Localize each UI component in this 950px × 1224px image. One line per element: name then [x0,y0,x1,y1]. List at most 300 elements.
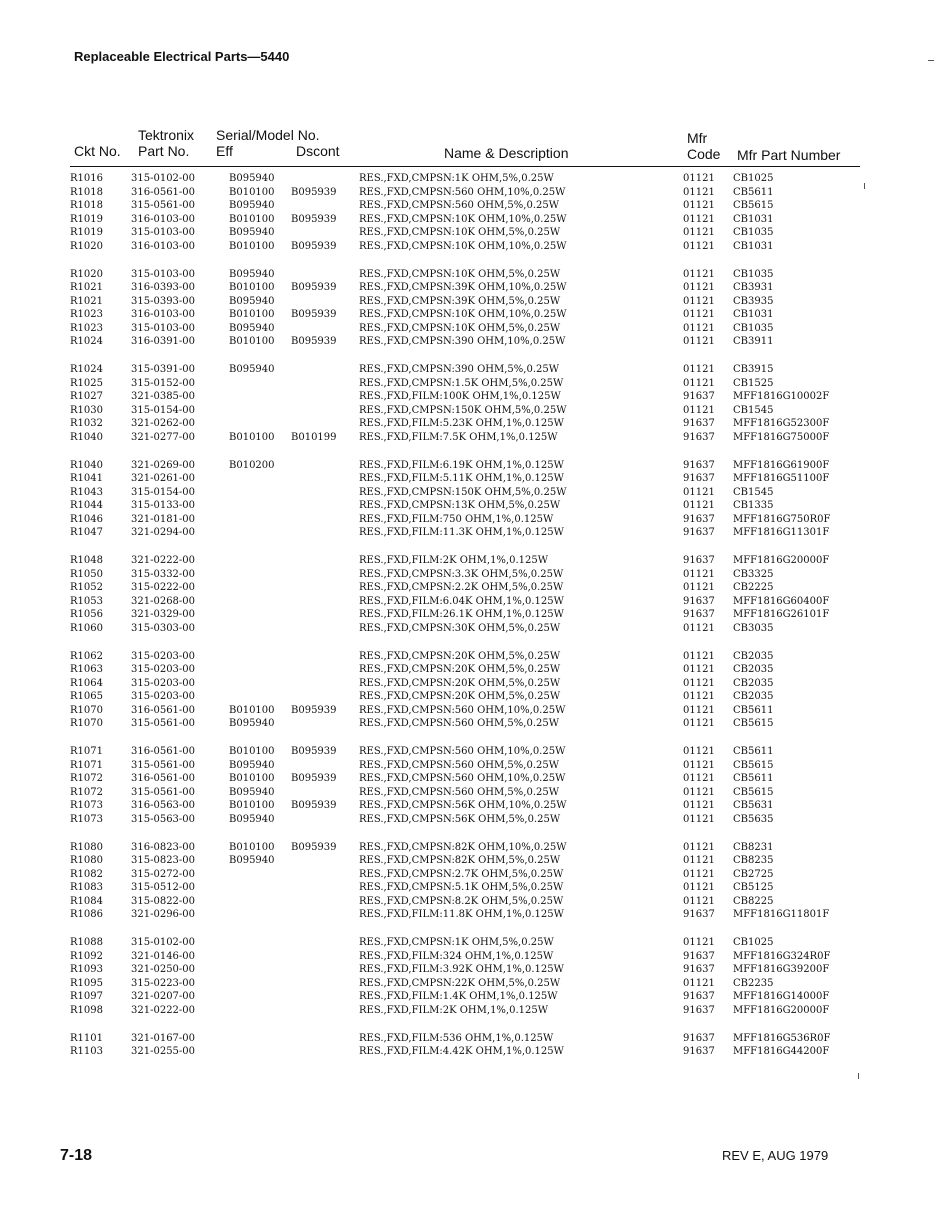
table-row [0,213,950,227]
cell-name-description: RES.,FXD,CMPSN:390 OHM,5%,0.25W [359,364,559,375]
cell-serial-eff: B010100 [229,213,275,225]
cell-serial-eff: B095940 [229,364,275,375]
cell-mfr-part-number: CB5611 [733,186,774,198]
cell-mfr-code: 01121 [683,977,715,989]
cell-name-description: RES.,FXD,CMPSN:13K OHM,5%,0.25W [359,500,561,511]
table-row [0,813,950,827]
table-row [0,595,950,609]
cell-name-description: RES.,FXD,CMPSN:20K OHM,5%,0.25W [359,691,561,702]
cell-tektronix-part-no: 315-0332-00 [131,568,196,580]
cell-mfr-part-number: CB8235 [733,855,774,866]
table-row [0,390,950,404]
table-row [0,690,950,704]
cell-tektronix-part-no: 321-0261-00 [131,473,196,484]
col-eff: Eff [216,143,233,159]
cell-tektronix-part-no: 316-0393-00 [131,282,196,293]
cell-serial-eff: B010100 [229,282,275,293]
cell-mfr-part-number: CB3325 [733,568,774,580]
cell-mfr-code: 01121 [683,309,715,320]
cell-mfr-code: 91637 [683,473,715,484]
cell-name-description: RES.,FXD,CMPSN:560 OHM,10%,0.25W [359,704,566,716]
cell-tektronix-part-no: 315-0222-00 [131,582,196,593]
cell-ckt-no: R1064 [70,677,103,689]
cell-serial-eff: B010100 [229,240,275,252]
cell-mfr-part-number: CB3911 [733,336,774,347]
cell-mfr-code: 01121 [683,691,715,702]
cell-mfr-code: 01121 [683,855,715,866]
margin-tick-mark [928,60,934,61]
cell-tektronix-part-no: 315-0203-00 [131,677,196,689]
cell-ckt-no: R1024 [70,336,103,347]
cell-mfr-code: 01121 [683,786,715,798]
cell-tektronix-part-no: 316-0561-00 [131,773,196,784]
cell-mfr-part-number: CB1031 [733,213,774,225]
table-row [0,186,950,200]
cell-tektronix-part-no: 315-0203-00 [131,650,196,662]
cell-name-description: RES.,FXD,CMPSN:150K OHM,5%,0.25W [359,404,567,416]
col-tektronix-label: Tektronix [138,127,195,143]
table-row [0,881,950,895]
table-row [0,335,950,349]
cell-mfr-code: 01121 [683,295,715,307]
header-rule [70,166,860,167]
cell-tektronix-part-no: 316-0823-00 [131,841,196,853]
cell-ckt-no: R1103 [70,1046,103,1057]
cell-serial-dscont: B095939 [291,213,337,225]
cell-mfr-part-number: CB8231 [733,841,774,853]
cell-ckt-no: R1062 [70,650,103,662]
cell-tektronix-part-no: 316-0103-00 [131,213,196,225]
cell-name-description: RES.,FXD,CMPSN:2.2K OHM,5%,0.25W [359,582,564,593]
cell-name-description: RES.,FXD,FILM:1.4K OHM,1%,0.125W [359,991,558,1002]
parts-table [0,172,950,1073]
cell-ckt-no: R1040 [70,431,103,443]
cell-mfr-code: 01121 [683,404,715,416]
cell-tektronix-part-no: 321-0294-00 [131,527,196,538]
cell-tektronix-part-no: 321-0268-00 [131,595,196,607]
cell-name-description: RES.,FXD,CMPSN:1K OHM,5%,0.25W [359,173,554,184]
table-row [0,717,950,731]
cell-mfr-part-number: MFF1816G52300F [733,418,830,429]
cell-serial-dscont: B095939 [291,773,337,784]
cell-mfr-code: 01121 [683,582,715,593]
cell-serial-eff: B095940 [229,200,275,211]
cell-mfr-code: 01121 [683,622,715,634]
table-row [0,417,950,431]
cell-tektronix-part-no: 315-0133-00 [131,500,196,511]
cell-name-description: RES.,FXD,FILM:26.1K OHM,1%,0.125W [359,609,564,620]
cell-mfr-part-number: CB5615 [733,200,774,211]
cell-mfr-code: 91637 [683,609,715,620]
cell-mfr-part-number: CB1035 [733,322,774,334]
cell-tektronix-part-no: 321-0222-00 [131,555,196,566]
margin-tick-mark [858,1073,859,1079]
row-group [0,650,950,731]
cell-name-description: RES.,FXD,CMPSN:560 OHM,5%,0.25W [359,718,559,729]
cell-mfr-code: 91637 [683,909,715,920]
cell-mfr-part-number: MFF1816G75000F [733,431,830,443]
cell-tektronix-part-no: 315-0223-00 [131,977,196,989]
cell-ckt-no: R1024 [70,364,103,375]
table-row [0,281,950,295]
cell-tektronix-part-no: 321-0167-00 [131,1032,196,1044]
cell-mfr-part-number: MFF1816G14000F [733,991,830,1002]
cell-name-description: RES.,FXD,CMPSN:390 OHM,10%,0.25W [359,336,566,347]
cell-mfr-code: 01121 [683,800,715,811]
cell-tektronix-part-no: 315-0272-00 [131,868,196,880]
table-row [0,472,950,486]
cell-mfr-code: 01121 [683,568,715,580]
cell-name-description: RES.,FXD,CMPSN:56K OHM,5%,0.25W [359,813,561,825]
table-row [0,499,950,513]
cell-tektronix-part-no: 315-0561-00 [131,759,196,771]
cell-tektronix-part-no: 321-0207-00 [131,991,196,1002]
cell-ckt-no: R1084 [70,895,103,907]
cell-tektronix-part-no: 316-0391-00 [131,336,196,347]
cell-mfr-part-number: CB1525 [733,377,774,389]
cell-tektronix-part-no: 321-0222-00 [131,1004,196,1016]
cell-name-description: RES.,FXD,FILM:5.23K OHM,1%,0.125W [359,418,564,429]
cell-mfr-part-number: CB1025 [733,173,774,184]
table-row [0,268,950,282]
cell-name-description: RES.,FXD,FILM:11.3K OHM,1%,0.125W [359,527,564,538]
cell-ckt-no: R1097 [70,991,103,1002]
cell-mfr-code: 01121 [683,868,715,880]
cell-ckt-no: R1032 [70,418,103,429]
cell-tektronix-part-no: 316-0561-00 [131,186,196,198]
cell-serial-eff: B095940 [229,322,275,334]
cell-serial-eff: B095940 [229,268,275,280]
cell-mfr-code: 01121 [683,650,715,662]
cell-mfr-code: 01121 [683,759,715,771]
cell-name-description: RES.,FXD,FILM:324 OHM,1%,0.125W [359,950,554,962]
cell-tektronix-part-no: 315-0561-00 [131,718,196,729]
col-name-description: Name & Description [444,145,569,161]
cell-mfr-part-number: CB2235 [733,977,774,989]
table-row [0,1045,950,1059]
cell-name-description: RES.,FXD,FILM:2K OHM,1%,0.125W [359,1004,549,1016]
table-row [0,650,950,664]
col-part-no: Part No. [138,143,190,159]
cell-tektronix-part-no: 316-0103-00 [131,309,196,320]
table-row [0,240,950,254]
cell-ckt-no: R1098 [70,1004,103,1016]
cell-mfr-code: 91637 [683,431,715,443]
cell-ckt-no: R1044 [70,500,103,511]
cell-mfr-code: 91637 [683,391,715,402]
cell-mfr-code: 01121 [683,173,715,184]
cell-serial-eff: B010100 [229,841,275,853]
table-row [0,786,950,800]
cell-ckt-no: R1101 [70,1032,103,1044]
cell-ckt-no: R1018 [70,186,103,198]
cell-tektronix-part-no: 315-0561-00 [131,786,196,798]
cell-ckt-no: R1073 [70,800,103,811]
table-row [0,895,950,909]
cell-mfr-part-number: CB8225 [733,895,774,907]
table-row [0,404,950,418]
cell-mfr-part-number: MFF1816G20000F [733,555,830,566]
cell-mfr-code: 91637 [683,1004,715,1016]
col-mfr-label: Mfr [687,130,708,146]
cell-tektronix-part-no: 321-0255-00 [131,1046,196,1057]
cell-tektronix-part-no: 321-0269-00 [131,459,196,471]
cell-mfr-code: 01121 [683,882,715,893]
table-row [0,799,950,813]
cell-mfr-code: 01121 [683,268,715,280]
cell-mfr-code: 91637 [683,418,715,429]
table-row [0,1032,950,1046]
cell-name-description: RES.,FXD,CMPSN:20K OHM,5%,0.25W [359,664,561,675]
cell-name-description: RES.,FXD,CMPSN:560 OHM,10%,0.25W [359,186,566,198]
table-row [0,841,950,855]
cell-ckt-no: R1048 [70,555,103,566]
cell-name-description: RES.,FXD,CMPSN:1K OHM,5%,0.25W [359,937,554,948]
cell-mfr-code: 01121 [683,895,715,907]
cell-name-description: RES.,FXD,CMPSN:5.1K OHM,5%,0.25W [359,882,564,893]
table-row [0,295,950,309]
cell-mfr-code: 01121 [683,227,715,238]
cell-name-description: RES.,FXD,CMPSN:1.5K OHM,5%,0.25W [359,377,564,389]
cell-name-description: RES.,FXD,CMPSN:10K OHM,10%,0.25W [359,240,567,252]
cell-ckt-no: R1071 [70,746,103,757]
table-row [0,704,950,718]
cell-ckt-no: R1060 [70,622,103,634]
cell-mfr-part-number: MFF1816G10002F [733,391,830,402]
cell-serial-dscont: B095939 [291,704,337,716]
cell-mfr-code: 01121 [683,841,715,853]
cell-ckt-no: R1080 [70,841,103,853]
cell-tektronix-part-no: 315-0203-00 [131,691,196,702]
cell-mfr-code: 01121 [683,336,715,347]
cell-name-description: RES.,FXD,CMPSN:39K OHM,5%,0.25W [359,295,561,307]
cell-ckt-no: R1021 [70,295,103,307]
cell-mfr-code: 01121 [683,186,715,198]
table-row [0,963,950,977]
cell-ckt-no: R1093 [70,964,103,975]
row-group [0,554,950,635]
cell-mfr-part-number: CB2725 [733,868,774,880]
cell-name-description: RES.,FXD,FILM:7.5K OHM,1%,0.125W [359,431,558,443]
cell-ckt-no: R1019 [70,227,103,238]
table-row [0,608,950,622]
cell-serial-eff: B095940 [229,786,275,798]
cell-ckt-no: R1027 [70,391,103,402]
cell-tektronix-part-no: 321-0296-00 [131,909,196,920]
cell-ckt-no: R1025 [70,377,103,389]
cell-name-description: RES.,FXD,FILM:6.04K OHM,1%,0.125W [359,595,564,607]
row-group [0,172,950,253]
table-row [0,990,950,1004]
cell-ckt-no: R1070 [70,704,103,716]
cell-ckt-no: R1050 [70,568,103,580]
cell-name-description: RES.,FXD,CMPSN:10K OHM,5%,0.25W [359,227,561,238]
cell-mfr-part-number: CB1545 [733,404,774,416]
cell-serial-eff: B010100 [229,800,275,811]
cell-mfr-part-number: MFF1816G324R0F [733,950,831,962]
cell-mfr-code: 01121 [683,813,715,825]
cell-mfr-part-number: MFF1816G60400F [733,595,830,607]
cell-ckt-no: R1047 [70,527,103,538]
cell-ckt-no: R1073 [70,813,103,825]
cell-name-description: RES.,FXD,CMPSN:22K OHM,5%,0.25W [359,977,561,989]
cell-name-description: RES.,FXD,FILM:11.8K OHM,1%,0.125W [359,909,564,920]
cell-serial-eff: B010100 [229,773,275,784]
cell-mfr-code: 01121 [683,664,715,675]
cell-mfr-part-number: CB5611 [733,746,774,757]
cell-ckt-no: R1023 [70,309,103,320]
cell-ckt-no: R1083 [70,882,103,893]
table-row [0,868,950,882]
cell-tektronix-part-no: 315-0154-00 [131,486,196,498]
cell-tektronix-part-no: 315-0102-00 [131,937,196,948]
cell-mfr-part-number: MFF1816G11301F [733,527,830,538]
cell-name-description: RES.,FXD,FILM:100K OHM,1%,0.125W [359,391,561,402]
col-ckt-no: Ckt No. [74,143,121,159]
cell-mfr-part-number: MFF1816G44200F [733,1046,830,1057]
cell-mfr-part-number: CB3935 [733,295,774,307]
cell-tektronix-part-no: 316-0563-00 [131,800,196,811]
cell-mfr-part-number: CB1335 [733,500,774,511]
cell-ckt-no: R1019 [70,213,103,225]
cell-mfr-part-number: CB5611 [733,704,774,716]
cell-tektronix-part-no: 315-0103-00 [131,322,196,334]
cell-mfr-code: 01121 [683,282,715,293]
cell-ckt-no: R1082 [70,868,103,880]
cell-mfr-part-number: CB3035 [733,622,774,634]
cell-name-description: RES.,FXD,CMPSN:8.2K OHM,5%,0.25W [359,895,564,907]
cell-serial-eff: B010100 [229,336,275,347]
cell-name-description: RES.,FXD,CMPSN:82K OHM,5%,0.25W [359,855,561,866]
page-header-title: Replaceable Electrical Parts—5440 [74,49,290,64]
table-row [0,377,950,391]
cell-ckt-no: R1072 [70,773,103,784]
cell-name-description: RES.,FXD,CMPSN:560 OHM,10%,0.25W [359,746,566,757]
cell-ckt-no: R1086 [70,909,103,920]
cell-mfr-part-number: CB5611 [733,773,774,784]
cell-tektronix-part-no: 316-0561-00 [131,746,196,757]
table-row [0,459,950,473]
cell-mfr-code: 01121 [683,704,715,716]
cell-mfr-code: 91637 [683,513,715,525]
cell-tektronix-part-no: 315-0822-00 [131,895,196,907]
cell-name-description: RES.,FXD,CMPSN:560 OHM,5%,0.25W [359,786,559,798]
cell-name-description: RES.,FXD,CMPSN:82K OHM,10%,0.25W [359,841,567,853]
cell-mfr-code: 01121 [683,500,715,511]
cell-mfr-part-number: CB3915 [733,364,774,375]
cell-serial-eff: B095940 [229,813,275,825]
cell-tektronix-part-no: 315-0563-00 [131,813,196,825]
cell-tektronix-part-no: 315-0303-00 [131,622,196,634]
cell-serial-eff: B010100 [229,704,275,716]
cell-mfr-part-number: CB5125 [733,882,774,893]
cell-name-description: RES.,FXD,CMPSN:39K OHM,10%,0.25W [359,282,567,293]
cell-serial-dscont: B095939 [291,336,337,347]
table-row [0,172,950,186]
cell-ckt-no: R1095 [70,977,103,989]
col-mfr-part-number: Mfr Part Number [737,147,841,163]
cell-mfr-part-number: CB5635 [733,813,774,825]
cell-name-description: RES.,FXD,FILM:5.11K OHM,1%,0.125W [359,473,564,484]
cell-ckt-no: R1016 [70,173,103,184]
cell-mfr-part-number: CB2225 [733,582,774,593]
cell-ckt-no: R1071 [70,759,103,771]
cell-serial-dscont: B095939 [291,800,337,811]
col-serial-model: Serial/Model No. [216,127,320,143]
cell-name-description: RES.,FXD,CMPSN:10K OHM,5%,0.25W [359,268,561,280]
cell-tektronix-part-no: 315-0203-00 [131,664,196,675]
table-row [0,677,950,691]
cell-mfr-part-number: CB3931 [733,282,774,293]
cell-mfr-code: 91637 [683,1032,715,1044]
cell-ckt-no: R1056 [70,609,103,620]
cell-mfr-code: 01121 [683,240,715,252]
cell-ckt-no: R1020 [70,268,103,280]
cell-tektronix-part-no: 316-0561-00 [131,704,196,716]
cell-mfr-part-number: MFF1816G750R0F [733,513,831,525]
cell-tektronix-part-no: 321-0277-00 [131,431,196,443]
table-row [0,1004,950,1018]
cell-ckt-no: R1023 [70,322,103,334]
cell-tektronix-part-no: 315-0823-00 [131,855,196,866]
cell-mfr-part-number: MFF1816G26101F [733,609,830,620]
cell-ckt-no: R1070 [70,718,103,729]
cell-ckt-no: R1092 [70,950,103,962]
cell-mfr-code: 01121 [683,364,715,375]
table-row [0,199,950,213]
cell-name-description: RES.,FXD,CMPSN:56K OHM,10%,0.25W [359,800,567,811]
table-row [0,363,950,377]
cell-tektronix-part-no: 315-0152-00 [131,377,196,389]
cell-mfr-code: 01121 [683,677,715,689]
table-row [0,772,950,786]
cell-serial-eff: B095940 [229,718,275,729]
cell-serial-eff: B010100 [229,746,275,757]
table-row [0,431,950,445]
cell-mfr-part-number: CB2035 [733,691,774,702]
cell-mfr-code: 01121 [683,937,715,948]
table-row [0,950,950,964]
cell-tektronix-part-no: 321-0329-00 [131,609,196,620]
cell-serial-eff: B010100 [229,431,275,443]
cell-mfr-code: 91637 [683,527,715,538]
table-row [0,745,950,759]
cell-mfr-code: 01121 [683,486,715,498]
column-headers [0,126,950,166]
table-row [0,908,950,922]
cell-mfr-part-number: MFF1816G51100F [733,473,830,484]
cell-mfr-part-number: CB5615 [733,759,774,771]
cell-ckt-no: R1088 [70,937,103,948]
cell-ckt-no: R1052 [70,582,103,593]
cell-tektronix-part-no: 316-0103-00 [131,240,196,252]
cell-mfr-part-number: CB1545 [733,486,774,498]
cell-tektronix-part-no: 321-0385-00 [131,391,196,402]
table-row [0,936,950,950]
cell-mfr-part-number: MFF1816G61900F [733,459,830,471]
cell-mfr-part-number: MFF1816G536R0F [733,1032,831,1044]
cell-ckt-no: R1041 [70,473,103,484]
cell-tektronix-part-no: 315-0154-00 [131,404,196,416]
cell-name-description: RES.,FXD,CMPSN:560 OHM,5%,0.25W [359,200,559,211]
cell-tektronix-part-no: 315-0391-00 [131,364,196,375]
cell-tektronix-part-no: 315-0103-00 [131,227,196,238]
cell-serial-dscont: B095939 [291,186,337,198]
row-group [0,745,950,826]
cell-serial-eff: B095940 [229,173,275,184]
cell-name-description: RES.,FXD,CMPSN:20K OHM,5%,0.25W [359,650,561,662]
cell-serial-dscont: B095939 [291,309,337,320]
